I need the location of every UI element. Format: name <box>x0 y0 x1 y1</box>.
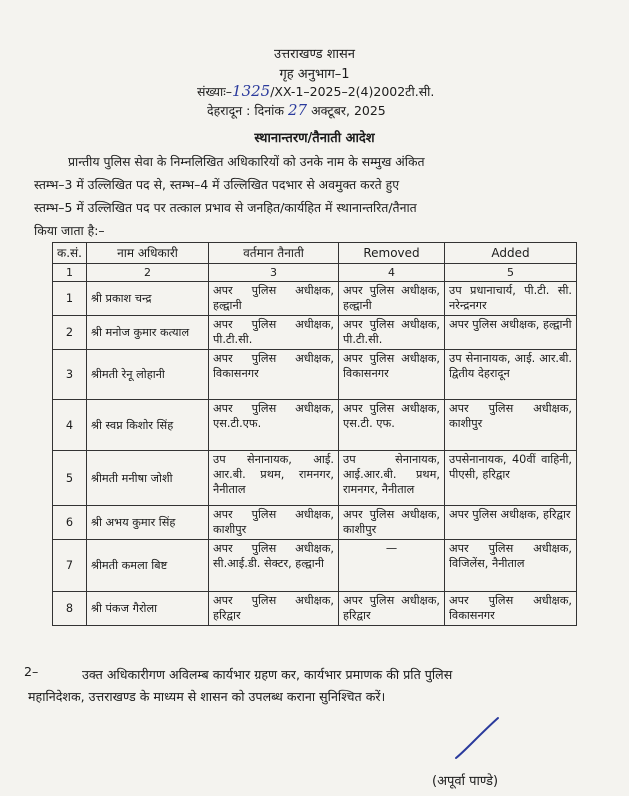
row-removed: अपर पुलिस अधीक्षक, हरिद्वार <box>339 592 445 626</box>
reference-number-handwritten: 1325 <box>232 82 271 100</box>
row-removed: — <box>339 540 445 592</box>
row-serial: 6 <box>53 506 87 540</box>
row-added: अपर पुलिस अधीक्षक, विकासनगर <box>445 592 577 626</box>
table-row <box>53 506 577 540</box>
row-current-posting: उप सेनानायक, आई. आर.बी. प्रथम, रामनगर, नैनीताल <box>209 451 339 506</box>
header-serial: क.सं. <box>53 243 87 264</box>
row-added: उप सेनानायक, आई. आर.बी. द्वितीय देहरादून <box>445 350 577 400</box>
row-added: अपर पुलिस अधीक्षक, हल्द्वानी <box>445 316 577 350</box>
row-serial: 8 <box>53 592 87 626</box>
row-current-posting: अपर पुलिस अधीक्षक, हल्द्वानी <box>209 282 339 316</box>
row-added: अपर पुलिस अधीक्षक, विजिलेंस, नैनीताल <box>445 540 577 592</box>
row-serial: 4 <box>53 400 87 451</box>
row-removed: उप सेनानायक, आई.आर.बी. प्रथम, रामनगर, नैनीताल <box>339 451 445 506</box>
department-name: गृह अनुभाग–1 <box>279 67 350 82</box>
row-current-posting: अपर पुलिस अधीक्षक, विकासनगर <box>209 350 339 400</box>
table-row <box>53 350 577 400</box>
order-title: स्थानान्तरण/तैनाती आदेश <box>254 131 375 146</box>
intro-line: स्तम्भ–5 में उल्लिखित पद पर तत्काल प्रभाव से जनहित/कार्यहित में स्थानान्तरित/तैनात <box>34 200 417 215</box>
column-number-row <box>53 264 577 282</box>
date-day-handwritten: 27 <box>288 101 308 119</box>
row-removed: अपर पुलिस अधीक्षक, एस.टी. एफ. <box>339 400 445 451</box>
row-officer-name: श्री पंकज गैरोला <box>87 592 209 626</box>
row-serial: 1 <box>53 282 87 316</box>
place-date-label: देहरादून : दिनांक <box>207 103 285 118</box>
header-current-posting: वर्तमान तैनाती <box>209 243 339 264</box>
place-date-line <box>207 101 386 119</box>
intro-line: किया जाता है:– <box>34 223 105 238</box>
row-current-posting: अपर पुलिस अधीक्षक, एस.टी.एफ. <box>209 400 339 451</box>
paragraph-two-line: महानिदेशक, उत्तराखण्ड के माध्यम से शासन को उपलब्ध कराना सुनिश्चित करें। <box>28 689 386 704</box>
table-row <box>53 451 577 506</box>
column-number: 4 <box>339 264 445 282</box>
row-officer-name: श्रीमती कमला बिष्ट <box>87 540 209 592</box>
intro-paragraph <box>34 150 600 242</box>
table-row <box>53 592 577 626</box>
row-current-posting: अपर पुलिस अधीक्षक, हरिद्वार <box>209 592 339 626</box>
column-number: 5 <box>445 264 577 282</box>
row-added: अपर पुलिस अधीक्षक, हरिद्वार <box>445 506 577 540</box>
header-removed: Removed <box>339 243 445 264</box>
row-serial: 7 <box>53 540 87 592</box>
column-number: 2 <box>87 264 209 282</box>
intro-line: प्रान्तीय पुलिस सेवा के निम्नलिखित अधिकारियों को उनके नाम के सम्मुख अंकित <box>68 154 425 169</box>
paragraph-two-line: उक्त अधिकारीगण अविलम्ब कार्यभार ग्रहण कर, कार्यभार प्रमाणक की प्रति पुलिस <box>82 667 453 682</box>
row-serial: 3 <box>53 350 87 400</box>
transfer-table <box>52 242 577 626</box>
row-removed: अपर पुलिस अधीक्षक, विकासनगर <box>339 350 445 400</box>
row-current-posting: अपर पुलिस अधीक्षक, काशीपुर <box>209 506 339 540</box>
row-officer-name: श्री स्वप्न किशोर सिंह <box>87 400 209 451</box>
row-current-posting: अपर पुलिस अधीक्षक, सी.आई.डी. सेक्टर, हल्द्वानी <box>209 540 339 592</box>
row-officer-name: श्री मनोज कुमार कत्याल <box>87 316 209 350</box>
reference-line <box>197 82 434 100</box>
row-added: उप प्रधानाचार्य, पी.टी. सी. नरेन्द्रनगर <box>445 282 577 316</box>
signature-mark <box>452 716 502 762</box>
table-row <box>53 282 577 316</box>
row-added: उपसेनानायक, 40वीं वाहिनी, पीएसी, हरिद्वार <box>445 451 577 506</box>
column-number: 3 <box>209 264 339 282</box>
paragraph-two <box>30 664 620 708</box>
row-officer-name: श्री अभय कुमार सिंह <box>87 506 209 540</box>
row-removed: अपर पुलिस अधीक्षक, काशीपुर <box>339 506 445 540</box>
date-month-year: अक्टूबर, 2025 <box>311 103 386 118</box>
row-officer-name: श्रीमती मनीषा जोशी <box>87 451 209 506</box>
table-row <box>53 400 577 451</box>
signatory-name: (अपूर्वा पाण्डे) <box>432 774 499 789</box>
row-serial: 5 <box>53 451 87 506</box>
header-added: Added <box>445 243 577 264</box>
table-row <box>53 316 577 350</box>
row-officer-name: श्री प्रकाश चन्द्र <box>87 282 209 316</box>
header-officer-name: नाम अधिकारी <box>87 243 209 264</box>
row-added: अपर पुलिस अधीक्षक, काशीपुर <box>445 400 577 451</box>
government-name: उत्तराखण्ड शासन <box>274 47 355 62</box>
row-removed: अपर पुलिस अधीक्षक, पी.टी.सी. <box>339 316 445 350</box>
table-header-row <box>53 243 577 264</box>
reference-label: संख्याः– <box>197 84 233 99</box>
row-officer-name: श्रीमती रेनू लोहानी <box>87 350 209 400</box>
row-current-posting: अपर पुलिस अधीक्षक, पी.टी.सी. <box>209 316 339 350</box>
reference-code: /XX-1–2025–2(4)2002टी.सी. <box>270 84 435 99</box>
row-removed: अपर पुलिस अधीक्षक, हल्द्वानी <box>339 282 445 316</box>
row-serial: 2 <box>53 316 87 350</box>
column-number: 1 <box>53 264 87 282</box>
intro-line: स्तम्भ–3 में उल्लिखित पद से, स्तम्भ–4 में उल्लिखित पदभार से अवमुक्त करते हुए <box>34 177 400 192</box>
paragraph-number: 2– <box>24 664 39 679</box>
table-row <box>53 540 577 592</box>
